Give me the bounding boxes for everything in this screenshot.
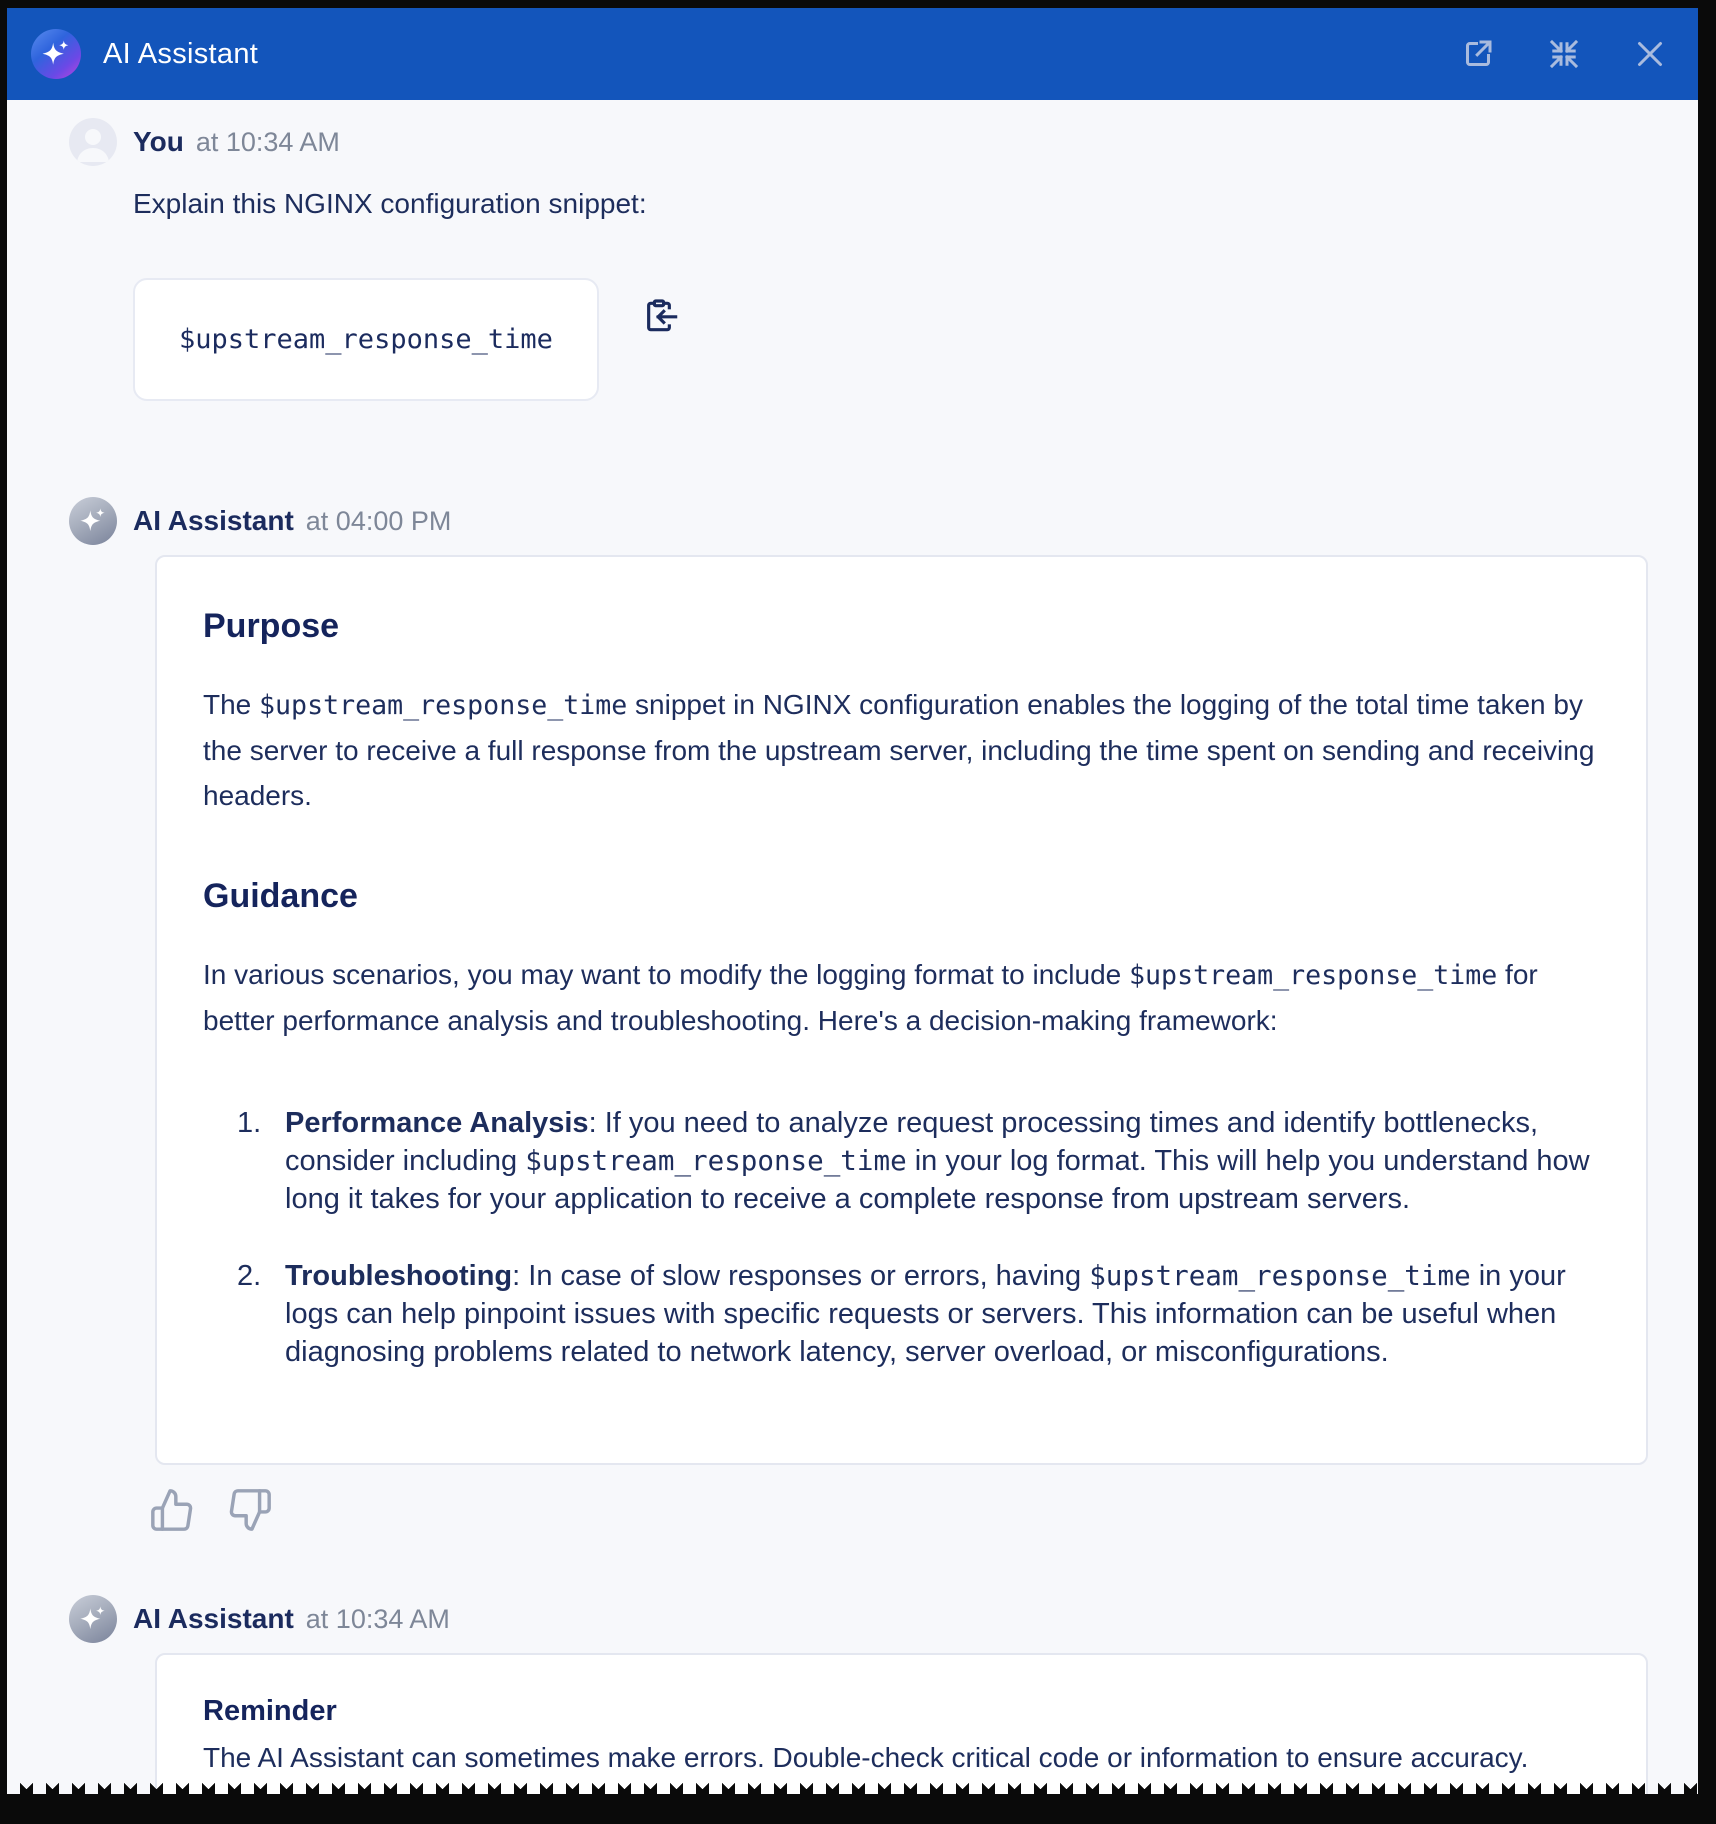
feedback-actions	[149, 1487, 1648, 1533]
message-text: Explain this NGINX configuration snippet:	[133, 188, 647, 219]
inline-code: $upstream_response_time	[525, 1144, 907, 1177]
close-icon	[1632, 36, 1668, 72]
paragraph-text: The	[203, 689, 260, 720]
assistant-panel	[7, 8, 1698, 1794]
panel-title: AI Assistant	[103, 37, 259, 70]
section-heading-guidance: Guidance	[203, 876, 358, 915]
collapse-icon	[1546, 36, 1582, 72]
chat-area	[7, 100, 1698, 1794]
code-snippet-box	[133, 278, 599, 401]
thumbs-up-button[interactable]	[149, 1487, 195, 1533]
message-header	[133, 118, 1648, 158]
list-item-lead: Troubleshooting	[285, 1260, 513, 1293]
reminder-heading: Reminder	[203, 1695, 337, 1728]
list-item-performance-analysis	[237, 1105, 1596, 1218]
author-name: You	[133, 126, 184, 157]
list-item-troubleshooting	[237, 1258, 1596, 1371]
author-name: AI Assistant	[133, 1603, 294, 1635]
list-item-text	[285, 1258, 1596, 1371]
clipboard-paste-icon	[639, 296, 679, 336]
sparkle-icon	[39, 37, 73, 71]
message-header	[133, 1595, 1648, 1635]
list-item-lead: Performance Analysis	[285, 1107, 589, 1140]
list-item-body: : If you need to analyze request processing times and identify bottlenecks, consider including	[285, 1107, 1539, 1177]
guidance-paragraph	[203, 952, 1596, 1043]
open-in-new-window-button[interactable]	[1458, 34, 1498, 74]
copy-code-button[interactable]	[639, 296, 679, 336]
inline-code: $upstream_response_time	[1089, 1260, 1471, 1293]
user-avatar	[69, 118, 117, 166]
ai-assistant-logo	[31, 29, 81, 79]
thumbs-down-button[interactable]	[227, 1487, 273, 1533]
collapse-button[interactable]	[1544, 34, 1584, 74]
list-number: 1.	[237, 1107, 262, 1140]
list-number: 2.	[237, 1260, 262, 1293]
close-button[interactable]	[1630, 34, 1670, 74]
section-heading-purpose: Purpose	[203, 607, 340, 645]
code-snippet-text: $upstream_response_time	[179, 324, 553, 355]
message-assistant-reminder	[69, 1595, 1648, 1794]
open-in-new-window-icon	[1460, 36, 1496, 72]
inline-code: $upstream_response_time	[1129, 959, 1498, 991]
thumbs-up-icon	[149, 1487, 195, 1533]
message-header	[133, 497, 1648, 537]
code-row	[133, 278, 1648, 401]
message-timestamp: at 04:00 PM	[305, 506, 452, 536]
paragraph-text: for better performance analysis and troubleshooting. Here's a decision-making framework:	[203, 958, 1538, 1036]
assistant-avatar	[69, 1595, 117, 1643]
sparkle-icon	[77, 505, 109, 537]
message-user	[69, 118, 1648, 401]
list-item-body: : In case of slow responses or errors, having	[512, 1260, 1090, 1293]
reminder-text: The AI Assistant can sometimes make errors. Double-check critical code or information to ensure accuracy.	[203, 1742, 1529, 1774]
paragraph-text: In various scenarios, you may want to modify the logging format to include	[203, 958, 1130, 990]
message-timestamp: at 10:34 AM	[195, 127, 340, 157]
response-card	[155, 555, 1648, 1465]
inline-code: $upstream_response_time	[259, 690, 628, 721]
message-timestamp: at 10:34 AM	[305, 1604, 450, 1635]
decision-list	[237, 1105, 1596, 1371]
reminder-card	[155, 1653, 1648, 1794]
thumbs-down-icon	[227, 1487, 273, 1533]
list-item-text	[285, 1105, 1596, 1218]
author-name: AI Assistant	[133, 505, 294, 536]
message-body	[133, 497, 1648, 1533]
header-actions	[1458, 34, 1670, 74]
list-item-body: in your log format. This will help you understand how long it takes for your application to receive a complete response from upstream servers.	[285, 1144, 1590, 1215]
sparkle-icon	[77, 1603, 109, 1635]
person-icon	[69, 118, 117, 166]
panel-header	[7, 8, 1698, 100]
list-item-body: in your logs can help pinpoint issues with specific requests or servers. This information can be useful when diagnosing problems related to network latency, server overload, or misconfigurations.	[285, 1260, 1566, 1368]
message-assistant-response	[69, 497, 1648, 1533]
paragraph-text: snippet in NGINX configuration enables the logging of the total time taken by the server to receive a full response from the upstream server, including the time spent on sending and receiving headers.	[203, 689, 1595, 812]
message-body	[133, 118, 1648, 401]
purpose-paragraph	[203, 682, 1596, 819]
assistant-avatar	[69, 497, 117, 545]
message-body	[133, 1595, 1648, 1794]
